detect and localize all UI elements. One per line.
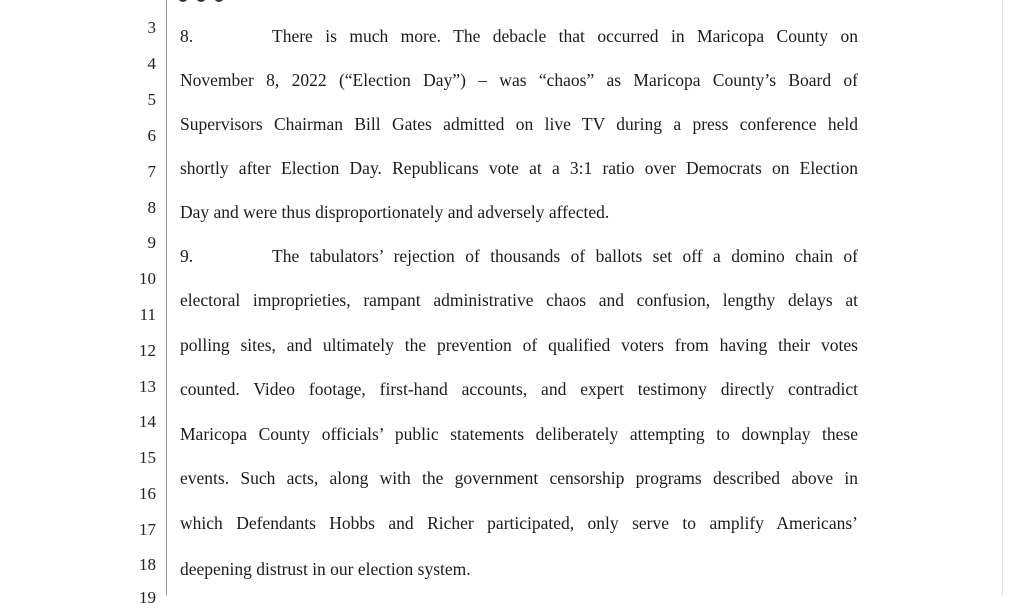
left-margin-rule xyxy=(166,0,167,595)
paragraph-9-line-1 xyxy=(180,245,858,267)
line-number: 5 xyxy=(147,90,156,109)
paragraph-8-line-1 xyxy=(180,25,858,47)
paragraph-number: 8. xyxy=(180,26,194,46)
line-number: 6 xyxy=(147,126,156,145)
paragraph-9-line: events. Such acts, along with the government censorship programs described above in xyxy=(180,468,858,488)
paragraph-9-line: which Defendants Hobbs and Richer participated, only serve to amplify Americans’ xyxy=(180,513,858,533)
line-number: 14 xyxy=(139,412,156,431)
paragraph-8-line: Day and were thus disproportionately and adversely affected. xyxy=(180,202,610,222)
line-number: 18 xyxy=(139,555,156,574)
paragraph-8-line: Supervisors Chairman Bill Gates admitted on live TV during a press conference held xyxy=(180,114,858,134)
paragraph-8-line: November 8, 2022 (“Election Day”) – was “chaos” as Maricopa County’s Board of xyxy=(180,70,858,90)
line-number: 13 xyxy=(139,377,156,396)
line-number: 7 xyxy=(147,162,156,181)
paragraph-number: 9. xyxy=(180,246,194,266)
line-text: The tabulators’ rejection of thousands of ballots set off a domino chain of xyxy=(272,246,858,266)
paragraph-9-line: electoral improprieties, rampant administrative chaos and confusion, lengthy delays at xyxy=(180,290,858,310)
line-number: 15 xyxy=(139,448,156,467)
right-margin-rule xyxy=(1002,0,1003,595)
paragraph-9-line: Maricopa County officials’ public statements deliberately attempting to downplay these xyxy=(180,424,858,444)
line-number: 4 xyxy=(147,54,156,73)
line-number: 12 xyxy=(139,341,156,360)
paragraph-9-line: polling sites, and ultimately the prevention of qualified voters from having their votes xyxy=(180,335,858,355)
line-number: 9 xyxy=(147,233,156,252)
line-number: 16 xyxy=(139,484,156,503)
line-number: 19 xyxy=(139,588,156,607)
line-number: 3 xyxy=(147,18,156,37)
line-number: 11 xyxy=(139,305,156,324)
cut-off-text-fragment xyxy=(178,0,258,4)
line-number: 17 xyxy=(139,520,156,539)
paragraph-9-line: deepening distrust in our election system. xyxy=(180,559,471,579)
line-number: 10 xyxy=(139,269,156,288)
paragraph-8-line: shortly after Election Day. Republicans vote at a 3:1 ratio over Democrats on Election xyxy=(180,158,858,178)
line-number: 8 xyxy=(147,198,156,217)
paragraph-9-line: counted. Video footage, first-hand accounts, and expert testimony directly contradict xyxy=(180,379,858,399)
line-text: There is much more. The debacle that occurred in Maricopa County on xyxy=(272,26,858,46)
